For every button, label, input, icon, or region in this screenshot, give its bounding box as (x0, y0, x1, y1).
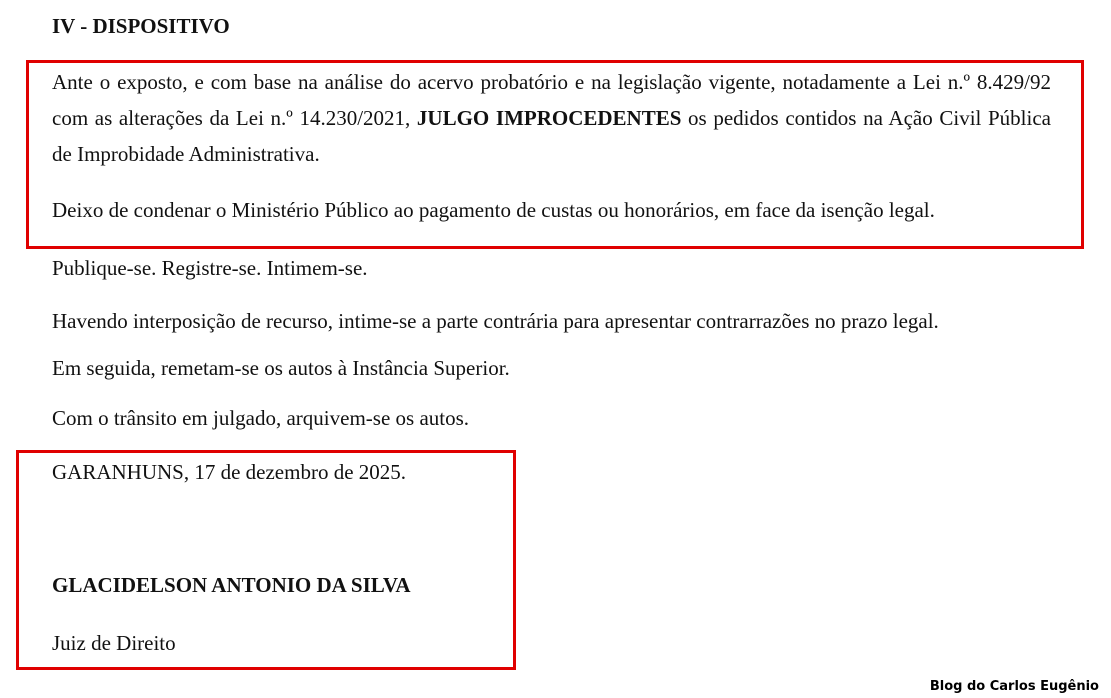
ruling-text-end: os pedidos contidos na Ação Civil Pública de Improbidade Administrativa. (52, 106, 1051, 166)
judge-name: GLACIDELSON ANTONIO DA SILVA (52, 573, 411, 597)
ruling-paragraph (52, 64, 1051, 172)
judge-title: Juiz de Direito (52, 631, 176, 655)
superior-paragraph: Em seguida, remetam-se os autos à Instância Superior. (52, 356, 510, 380)
publish-paragraph: Publique-se. Registre-se. Intimem-se. (52, 256, 368, 280)
archive-paragraph: Com o trânsito em julgado, arquivem-se os autos. (52, 406, 470, 430)
appeal-paragraph: Havendo interposição de recurso, intime-se a parte contrária para apresentar contrarrazões no prazo legal. (52, 309, 939, 333)
ruling-text-start: Ante o exposto, e com base na análise do acervo probatório e na legislação vigente, notadamente a Lei n.º 8.429/92 com as alterações da Lei n.º 14.230/2021, (52, 70, 1051, 130)
section-heading: IV - DISPOSITIVO (52, 14, 230, 38)
blog-watermark: Blog do Carlos Eugênio (929, 679, 1099, 694)
place-date: GARANHUNS, 17 de dezembro de 2025. (52, 460, 407, 484)
ruling-verdict: JULGO IMPROCEDENTES (416, 106, 682, 130)
costs-paragraph: Deixo de condenar o Ministério Público ao pagamento de custas ou honorários, em face da isenção legal. (52, 198, 935, 222)
